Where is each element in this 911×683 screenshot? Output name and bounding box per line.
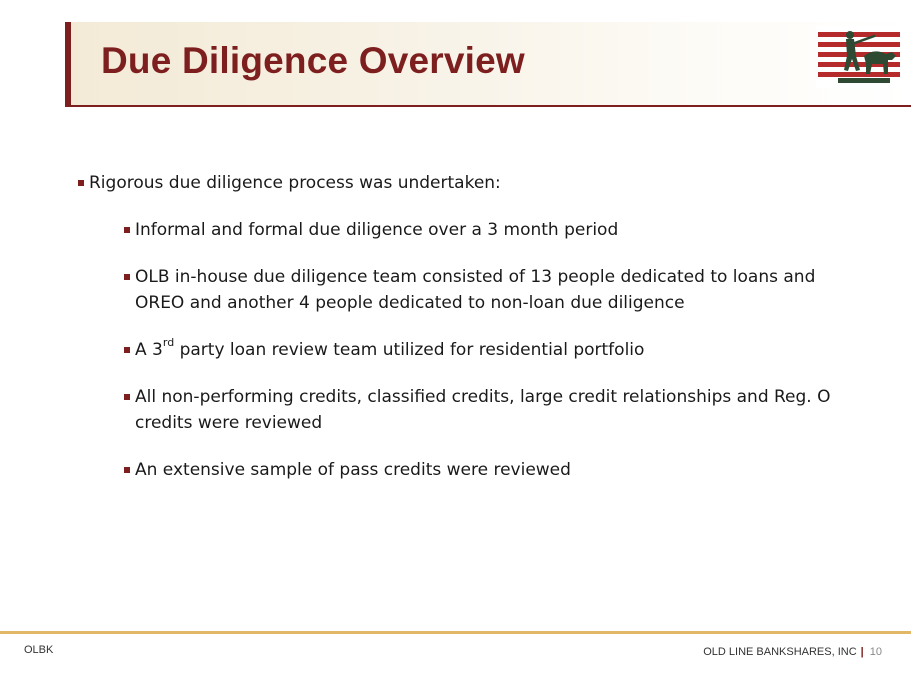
square-bullet-icon	[124, 467, 130, 473]
list-item	[124, 457, 855, 483]
square-bullet-icon	[78, 180, 84, 186]
list-item-text: OLB in-house due diligence team consisted of 13 people dedicated to loans and OREO and another 4 people dedicated to non-loan due diligence	[135, 267, 816, 313]
list-item-text-suffix: party loan review team utilized for residential portfolio	[174, 340, 645, 360]
list-item	[124, 217, 855, 243]
list-item	[124, 384, 855, 436]
list-item-text-prefix: A 3	[135, 340, 163, 360]
footer-ticker: OLBK	[24, 644, 54, 656]
square-bullet-icon	[124, 394, 130, 400]
list-item-text: All non-performing credits, classified credits, large credit relationships and Reg. O credits were reviewed	[135, 387, 831, 433]
slide-content	[78, 170, 878, 504]
title-banner	[65, 22, 911, 107]
list-item-superscript: rd	[162, 336, 175, 350]
footer-company-name: OLD LINE BANKSHARES, INC	[703, 646, 857, 658]
list-item-text: An extensive sample of pass credits were reviewed	[135, 460, 571, 480]
bullet-intro-text: Rigorous due diligence process was undertaken:	[89, 173, 501, 193]
page-title: Due Diligence Overview	[101, 40, 525, 81]
bullet-intro	[78, 170, 878, 196]
minuteman-flag-logo-icon	[816, 26, 902, 88]
square-bullet-icon	[124, 274, 130, 280]
list-item	[124, 264, 855, 316]
list-item	[124, 337, 855, 363]
square-bullet-icon	[124, 227, 130, 233]
square-bullet-icon	[124, 347, 130, 353]
page-number: 10	[869, 646, 882, 658]
list-item-text: Informal and formal due diligence over a 3 month period	[135, 220, 619, 240]
footer-rule	[0, 631, 911, 634]
title-accent-bar	[65, 22, 71, 107]
footer-separator: |	[860, 646, 864, 658]
footer-company-info	[703, 646, 882, 658]
